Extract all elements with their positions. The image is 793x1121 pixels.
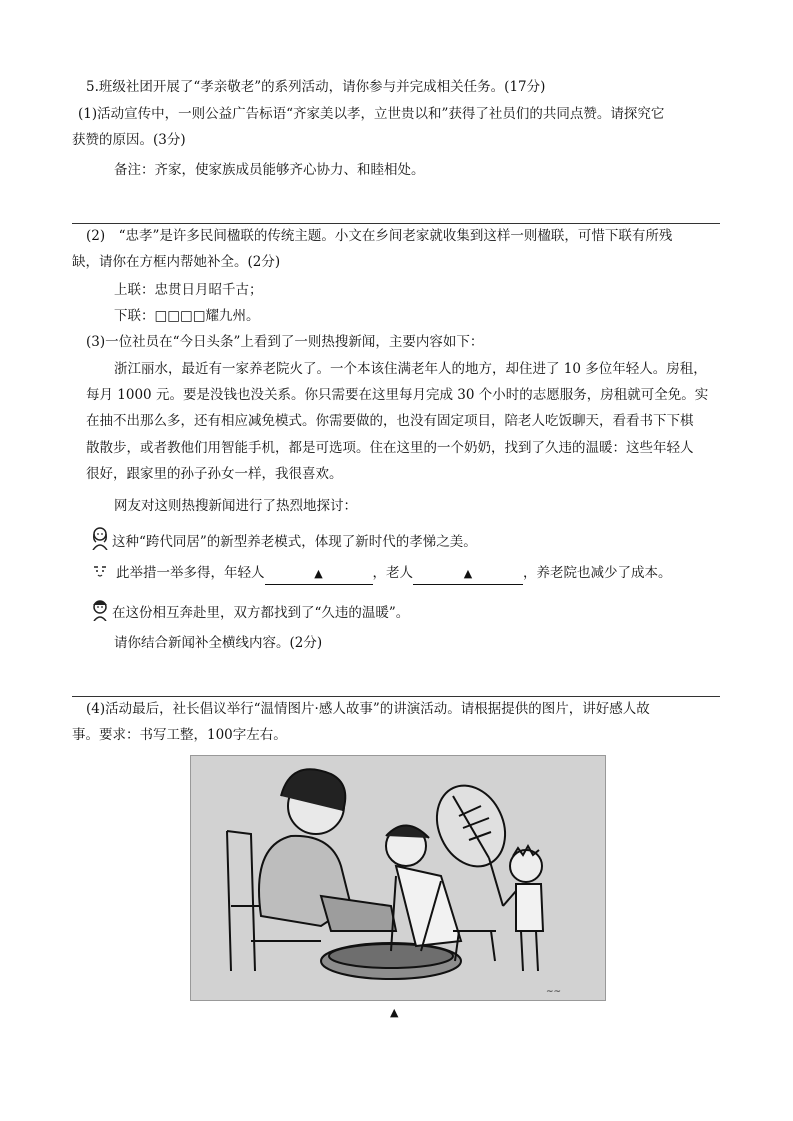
part1-line1: (1)活动宣传中，一则公益广告标语“齐家美以孝，立世贵以和”获得了社员们的共同点赞。请探究它 xyxy=(78,106,665,122)
comment-2-part-a: 此举措一举多得，年轻人 xyxy=(116,565,265,581)
couplet-upper: 上联：忠贯日月昭千古； xyxy=(114,282,263,298)
comment-1 xyxy=(90,526,477,559)
grandma-foot-washing-illustration xyxy=(190,755,606,1001)
couplet-lower: 下联：□□□□耀九州。 xyxy=(114,308,260,324)
elder-answer-blank[interactable]: ▲ xyxy=(413,563,523,585)
woman-avatar-icon xyxy=(90,526,110,559)
part3-instruction: 请你结合新闻补全横线内容。(2分) xyxy=(114,635,323,651)
news-line: 在抽不出那么多，还有相应减免模式。你需要做的，也没有固定项目，陪老人吃饭聊天，看看书下下棋 xyxy=(86,413,694,429)
part4-line2: 事。要求：书写工整，100字左右。 xyxy=(72,727,287,743)
answer-divider-1 xyxy=(72,223,720,224)
svg-text:~~: ~~ xyxy=(546,987,562,997)
comment-3 xyxy=(90,597,409,630)
news-line: 很好，跟家里的孙子孙女一样，我很喜欢。 xyxy=(86,466,343,482)
comment-3-text: 在这份相互奔赴里，双方都找到了“久违的温暖”。 xyxy=(112,605,410,621)
part1-note: 备注：齐家，使家族成员能够齐心协力、和睦相处。 xyxy=(114,162,425,178)
comment-2-part-c: ，养老院也减少了成本。 xyxy=(523,565,672,581)
part4-line1: (4)活动最后，社长倡议举行“温情图片·感人故事”的讲演活动。请根据提供的图片，讲好感人故 xyxy=(86,701,650,717)
part3-intro: (3)一位社员在“今日头条”上看到了一则热搜新闻，主要内容如下： xyxy=(86,334,484,350)
question-title: 5.班级社团开展了“孝亲敬老”的系列活动，请你参与并完成相关任务。(17分) xyxy=(86,79,546,95)
comment-2 xyxy=(92,563,672,585)
answer-divider-2 xyxy=(72,696,720,697)
youth-answer-blank[interactable]: ▲ xyxy=(265,563,373,585)
news-line: 每月 1000 元。要是没钱也没关系。你只需要在这里每月完成 30 个小时的志愿服务，房租就可全免。实 xyxy=(86,387,709,403)
news-line: 浙江丽水，最近有一家养老院火了。一个本该住满老年人的地方，却住进了 10 多位年轻人。房租， xyxy=(114,361,707,377)
face-avatar-icon xyxy=(92,564,108,584)
comment-2-part-b: ，老人 xyxy=(372,565,413,581)
part2-line1: (2) “忠孝”是许多民间楹联的传统主题。小文在乡间老家就收集到这样一则楹联，可惜下联有所残 xyxy=(86,228,673,244)
discuss-intro: 网友对这则热搜新闻进行了热烈地探讨： xyxy=(114,498,357,514)
news-line: 散散步，或者教他们用智能手机，都是可选项。住在这里的一个奶奶，找到了久违的温暖：这些年轻人 xyxy=(86,440,694,456)
part1-line2: 获赞的原因。(3分) xyxy=(72,132,186,148)
part2-line2: 缺，请你在方框内帮她补全。(2分) xyxy=(72,254,281,270)
boy-avatar-icon xyxy=(90,597,110,630)
answer-mark: ▲ xyxy=(390,1006,399,1019)
comment-1-text: 这种“跨代同居”的新型养老模式，体现了新时代的孝悌之美。 xyxy=(112,534,477,550)
